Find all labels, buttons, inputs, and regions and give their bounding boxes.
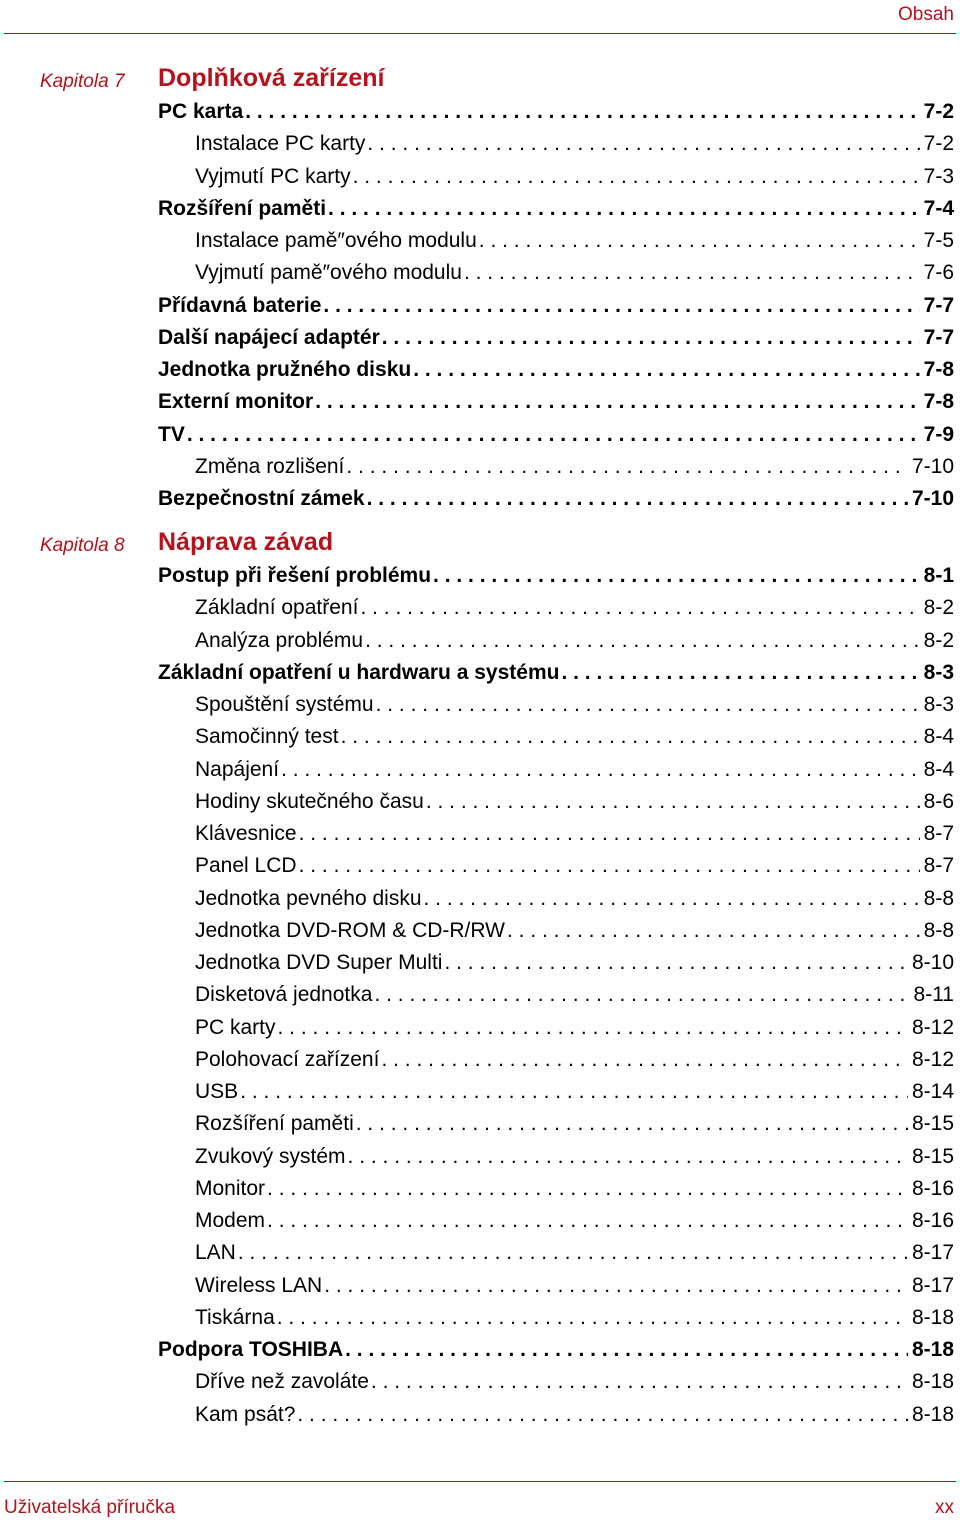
toc-entry-title: Tiskárna: [195, 1305, 275, 1329]
dot-leader: [187, 419, 920, 451]
toc-subsection-link[interactable]: [0, 689, 960, 721]
toc-entry-title: Podpora TOSHIBA: [158, 1338, 344, 1361]
chapter-label: Kapitola 7: [40, 71, 125, 92]
dot-leader: [278, 1012, 908, 1044]
header-rule: [4, 33, 956, 34]
toc-entry-title: Postup při řešení problému: [158, 564, 432, 587]
dot-leader: [444, 947, 908, 979]
toc-subsection-link[interactable]: [0, 1237, 960, 1269]
toc-entry-page: 8-12: [911, 1047, 954, 1071]
toc-subsection-link[interactable]: [0, 1205, 960, 1237]
toc-entry-page: 8-15: [911, 1144, 954, 1168]
toc-section-link[interactable]: [0, 386, 960, 418]
dot-leader: [299, 850, 920, 882]
toc-entry-page: 8-14: [911, 1080, 954, 1103]
dot-leader: [424, 883, 920, 915]
dot-leader: [561, 657, 919, 689]
toc-entry-page: 8-7: [923, 854, 954, 878]
dot-leader: [367, 483, 908, 515]
toc-entry-title: Změna rozlišení: [195, 454, 345, 478]
toc-subsection-link[interactable]: [0, 979, 960, 1011]
dot-leader: [356, 1108, 908, 1140]
toc-entry-page: 7-5: [923, 229, 954, 252]
toc-subsection-link[interactable]: [0, 128, 960, 160]
dot-leader: [267, 1205, 908, 1237]
toc-subsection-link[interactable]: [0, 1270, 960, 1302]
toc-subsection-link[interactable]: [0, 850, 960, 882]
toc-entry-page: 8-17: [911, 1273, 954, 1297]
toc-entry-page: 8-15: [911, 1112, 954, 1136]
toc-entry-title: Jednotka DVD Super Multi: [195, 951, 443, 974]
toc-entry-page: 7-9: [923, 422, 954, 446]
toc-entry-page: 8-17: [911, 1241, 954, 1265]
toc-subsection-link[interactable]: [0, 1141, 960, 1173]
toc-entry-page: 7-8: [923, 390, 954, 414]
toc-subsection-link[interactable]: [0, 915, 960, 947]
toc-entry-page: 7-7: [923, 293, 954, 317]
toc-entry-page: 8-18: [911, 1305, 954, 1329]
toc-entry-title: Wireless LAN: [195, 1273, 323, 1297]
toc-subsection-link[interactable]: [0, 1044, 960, 1076]
toc-entry-title: Jednotka DVD-ROM & CD-R/RW: [195, 918, 505, 942]
chapter-title-link[interactable]: Náprava závad: [158, 528, 334, 556]
toc-entry-page: 7-4: [923, 196, 954, 220]
toc-entry-page: 8-10: [911, 951, 954, 974]
toc-subsection-link[interactable]: [0, 818, 960, 850]
footer-rule: [4, 1481, 956, 1482]
dot-leader: [328, 193, 920, 225]
toc-entry-list: [0, 96, 960, 515]
toc-subsection-link[interactable]: [0, 1076, 960, 1108]
toc-entry-page: 8-4: [923, 725, 954, 749]
dot-leader: [374, 979, 909, 1011]
toc-section-link[interactable]: [0, 560, 960, 592]
toc-entry-list: [0, 560, 960, 1431]
dot-leader: [240, 1076, 908, 1108]
dot-leader: [346, 451, 908, 483]
toc-entry-page: 7-6: [923, 261, 954, 285]
toc-entry-title: Analýza problému: [195, 628, 364, 652]
toc-entry-title: Monitor: [195, 1176, 266, 1200]
toc-entry-title: Rozšíření paměti: [158, 196, 327, 220]
dot-leader: [507, 915, 920, 947]
toc-entry-page: 7-8: [923, 358, 954, 381]
toc-entry-title: Napájení: [195, 757, 280, 781]
toc-entry-title: Disketová jednotka: [195, 983, 373, 1007]
dot-leader: [413, 354, 919, 386]
dot-leader: [281, 754, 920, 786]
toc-entry-title: LAN: [195, 1241, 236, 1265]
toc-section-link[interactable]: [0, 96, 960, 128]
dot-leader: [299, 818, 920, 850]
toc-entry-page: 8-2: [923, 628, 954, 652]
toc-entry-title: TV: [158, 422, 185, 446]
contents-link[interactable]: Obsah: [898, 4, 954, 25]
toc-entry-title: PC karta: [158, 100, 244, 123]
toc-entry-title: Jednotka pružného disku: [158, 358, 412, 381]
dot-leader: [353, 161, 920, 193]
toc-entry-title: Dříve než zavoláte: [195, 1370, 369, 1394]
toc-entry-page: 8-8: [923, 918, 954, 942]
toc-section-link[interactable]: [0, 419, 960, 451]
dot-leader: [345, 1334, 908, 1366]
toc-subsection-link[interactable]: [0, 1108, 960, 1140]
chapter-title-link[interactable]: Doplňková zařízení: [158, 64, 385, 92]
toc-subsection-link[interactable]: [0, 225, 960, 257]
toc-entry-title: PC karty: [195, 1015, 276, 1039]
toc-section-link[interactable]: [0, 1334, 960, 1366]
toc-entry-title: USB: [195, 1080, 239, 1103]
toc-entry-title: Hodiny skutečného času: [195, 789, 424, 813]
dot-leader: [426, 786, 920, 818]
dot-leader: [464, 257, 920, 289]
toc-entry-page: 7-10: [911, 454, 954, 478]
toc-entry-page: 8-2: [923, 596, 954, 620]
toc-entry-title: Spouštění systému: [195, 693, 374, 716]
toc-entry-title: Klávesnice: [195, 822, 297, 845]
toc-entry-page: 7-2: [923, 132, 954, 156]
toc-entry-page: 8-3: [923, 660, 954, 684]
toc-subsection-link[interactable]: [0, 592, 960, 624]
toc-section-link[interactable]: [0, 193, 960, 225]
toc-section-link[interactable]: [0, 657, 960, 689]
toc-entry-page: 8-4: [923, 757, 954, 781]
toc-subsection-link[interactable]: [0, 1366, 960, 1398]
toc-entry-title: Základní opatření u hardwaru a systému: [158, 660, 560, 684]
toc-subsection-link[interactable]: [0, 257, 960, 289]
toc-entry-title: Vyjmutí PC karty: [195, 164, 351, 188]
toc-section-link[interactable]: [0, 290, 960, 322]
toc-subsection-link[interactable]: [0, 1302, 960, 1334]
dot-leader: [348, 1141, 908, 1173]
dot-leader: [479, 225, 920, 257]
toc-entry-title: Bezpečnostní zámek: [158, 487, 365, 510]
toc-section-link[interactable]: [0, 354, 960, 386]
toc-entry-title: Externí monitor: [158, 390, 314, 414]
toc-entry-title: Základní opatření: [195, 596, 359, 620]
toc-subsection-link[interactable]: [0, 1173, 960, 1205]
toc-entry-title: Zvukový systém: [195, 1144, 346, 1168]
toc-subsection-link[interactable]: [0, 754, 960, 786]
toc-entry-page: 7-3: [923, 164, 954, 188]
toc-section-link[interactable]: [0, 483, 960, 515]
dot-leader: [376, 689, 920, 721]
toc-subsection-link[interactable]: [0, 947, 960, 979]
toc-entry-page: 7-2: [923, 100, 954, 123]
dot-leader: [277, 1302, 908, 1334]
toc-entry-page: 8-1: [923, 564, 954, 587]
toc-subsection-link[interactable]: [0, 161, 960, 193]
toc-entry-title: Další napájecí adaptér: [158, 325, 380, 349]
footer-page-number: xx: [935, 1497, 954, 1518]
toc-entry-page: 7-10: [911, 487, 954, 510]
toc-subsection-link[interactable]: [0, 786, 960, 818]
toc-section-link[interactable]: [0, 322, 960, 354]
toc-entry-title: Rozšíření paměti: [195, 1112, 354, 1136]
toc-entry-title: Přídavná baterie: [158, 293, 322, 317]
toc-entry-page: 8-16: [911, 1209, 954, 1232]
dot-leader: [371, 1366, 908, 1398]
dot-leader: [324, 1270, 908, 1302]
chapter-label: Kapitola 8: [40, 535, 125, 556]
toc-entry-title: Samočinný test: [195, 725, 339, 749]
toc-entry-page: 8-18: [911, 1402, 954, 1426]
toc-entry-title: Modem: [195, 1209, 266, 1232]
dot-leader: [382, 322, 920, 354]
toc-entry-page: 8-11: [913, 983, 954, 1007]
toc-entry-page: 8-18: [911, 1370, 954, 1394]
toc-entry-title: Polohovací zařízení: [195, 1047, 380, 1071]
dot-leader: [297, 1399, 908, 1431]
dot-leader: [381, 1044, 908, 1076]
toc-entry-title: Panel LCD: [195, 854, 297, 878]
toc-entry-page: 8-6: [923, 789, 954, 813]
toc-subsection-link[interactable]: [0, 1012, 960, 1044]
toc-subsection-link[interactable]: [0, 451, 960, 483]
dot-leader: [433, 560, 920, 592]
toc-entry-page: 7-7: [923, 325, 954, 349]
toc-entry-page: 8-3: [923, 693, 954, 716]
toc-entry-page: 8-7: [923, 822, 954, 845]
dot-leader: [341, 721, 920, 753]
dot-leader: [365, 625, 920, 657]
dot-leader: [323, 290, 919, 322]
toc-entry-title: Jednotka pevného disku: [195, 886, 422, 910]
toc-entry-page: 8-16: [911, 1176, 954, 1200]
dot-leader: [360, 592, 919, 624]
footer-title: Uživatelská příručka: [4, 1497, 176, 1518]
dot-leader: [245, 96, 919, 128]
toc-entry-page: 8-8: [923, 886, 954, 910]
toc-subsection-link[interactable]: [0, 883, 960, 915]
toc-entry-title: Instalace PC karty: [195, 132, 366, 156]
toc-subsection-link[interactable]: [0, 1399, 960, 1431]
dot-leader: [367, 128, 919, 160]
toc-subsection-link[interactable]: [0, 721, 960, 753]
toc-entry-title: Instalace pamě″ového modulu: [195, 229, 477, 252]
toc-subsection-link[interactable]: [0, 625, 960, 657]
toc-entry-title: Kam psát?: [195, 1402, 296, 1426]
dot-leader: [315, 386, 919, 418]
toc-entry-page: 8-12: [911, 1015, 954, 1039]
dot-leader: [238, 1237, 908, 1269]
toc-entry-title: Vyjmutí pamě″ového modulu: [195, 261, 462, 285]
dot-leader: [267, 1173, 908, 1205]
toc-entry-page: 8-18: [911, 1338, 954, 1361]
